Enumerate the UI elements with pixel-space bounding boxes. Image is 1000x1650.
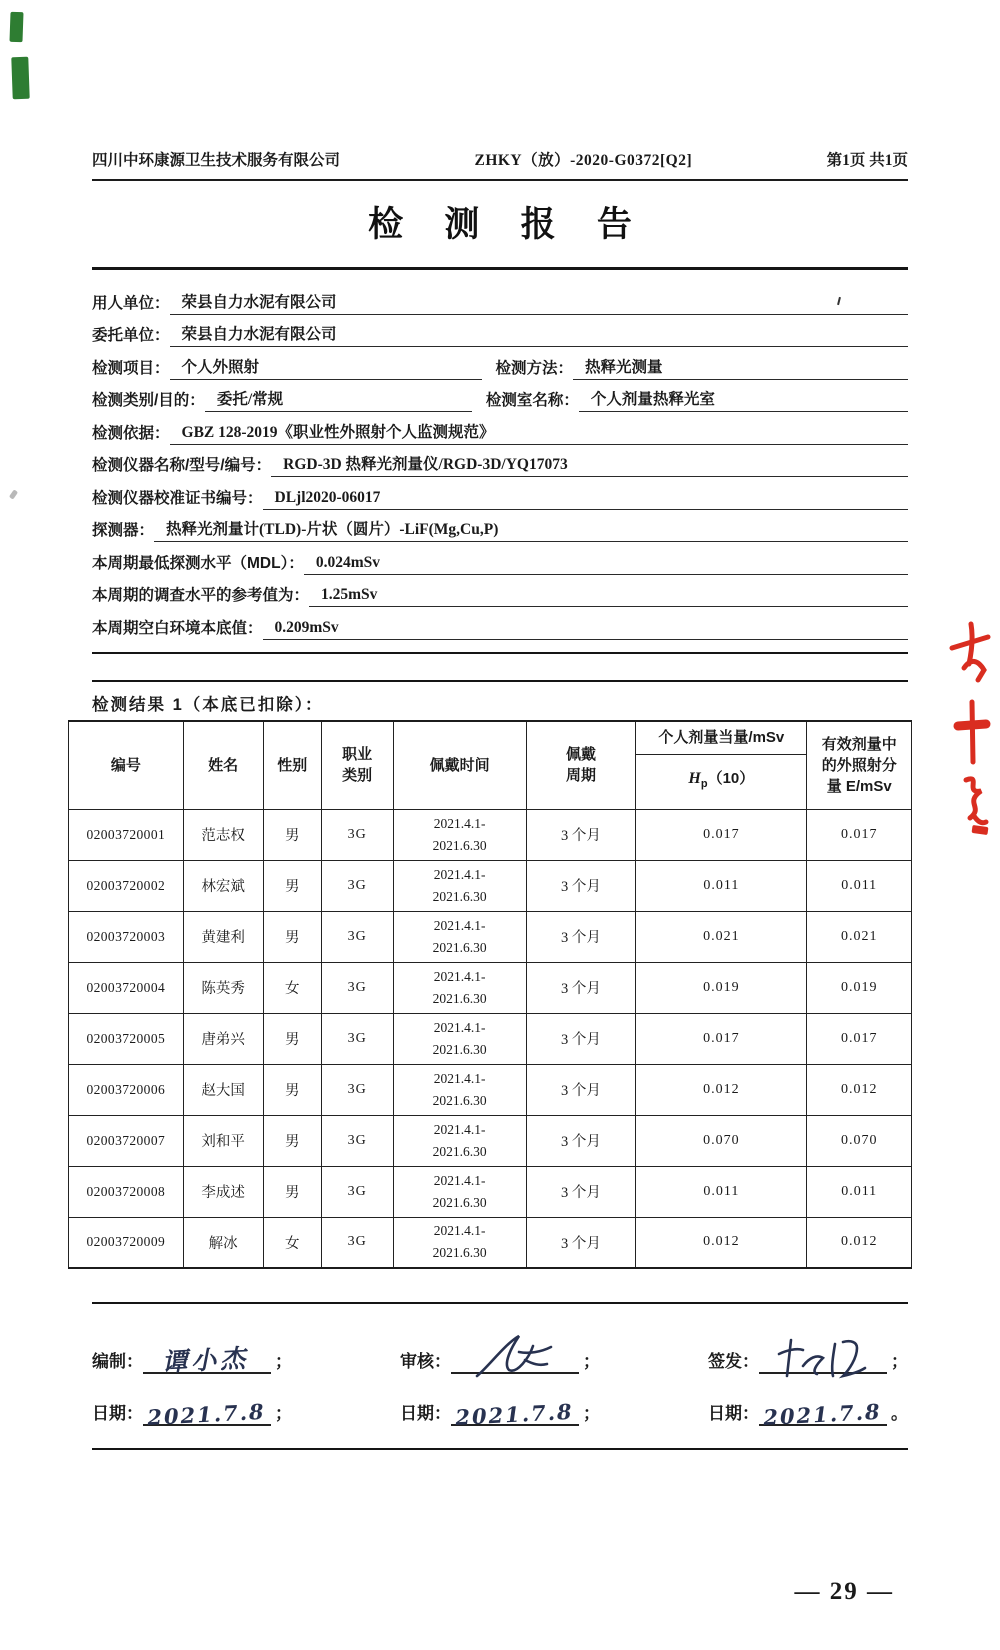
table-row <box>69 809 912 860</box>
cell-sex: 男 <box>263 809 321 860</box>
report-fields <box>92 282 908 640</box>
cell-cycle: 3 个月 <box>526 911 636 962</box>
cell-id: 02003720009 <box>69 1217 184 1268</box>
cell-id: 02003720005 <box>69 1013 184 1064</box>
detector-label: 探测器： <box>92 522 155 539</box>
field-mdl <box>92 542 908 575</box>
employer-value: 荣县自力水泥有限公司 <box>170 290 908 315</box>
cell-job: 3G <box>321 1064 393 1115</box>
signoff-row-dates <box>92 1388 908 1430</box>
col-header-period: 佩戴时间 <box>393 721 526 810</box>
separator: ； <box>583 1404 600 1423</box>
cert-value: DLjl2020-06017 <box>263 489 908 510</box>
cell-cycle: 3 个月 <box>526 860 636 911</box>
cell-id: 02003720007 <box>69 1115 184 1166</box>
basis-label: 检测依据： <box>92 424 170 442</box>
maker-label: 编制： <box>92 1352 143 1371</box>
cell-hp: 0.021 <box>636 911 807 962</box>
cell-sex: 男 <box>263 1064 321 1115</box>
section-divider-light <box>92 680 908 682</box>
table-row <box>69 1115 912 1166</box>
separator: ； <box>583 1352 600 1371</box>
issuer-date-block <box>708 1398 908 1430</box>
table-header-row-1 <box>69 721 912 755</box>
results-table <box>68 720 912 1270</box>
cell-cycle: 3 个月 <box>526 1217 636 1268</box>
field-background <box>92 607 908 640</box>
method-value: 热释光测量 <box>573 355 908 380</box>
field-instrument <box>92 445 908 478</box>
cell-id: 02003720008 <box>69 1166 184 1217</box>
cell-job: 3G <box>321 1166 393 1217</box>
cell-hp: 0.017 <box>636 809 807 860</box>
cell-hp: 0.070 <box>636 1115 807 1166</box>
col-header-cycle: 佩戴周期 <box>526 721 636 810</box>
type-value: 委托/常规 <box>205 387 472 412</box>
green-scan-mark-top <box>9 12 23 42</box>
table-row <box>69 860 912 911</box>
cell-job: 3G <box>321 860 393 911</box>
signoff-divider-bottom <box>92 1448 908 1450</box>
cell-hp: 0.012 <box>636 1064 807 1115</box>
maker-date-block <box>92 1398 292 1430</box>
cell-sex: 男 <box>263 860 321 911</box>
cell-cycle: 3 个月 <box>526 809 636 860</box>
cell-e: 0.017 <box>807 809 912 860</box>
cert-label: 检测仪器校准证书编号： <box>92 489 263 507</box>
field-employer <box>92 282 908 315</box>
item-label: 检测项目： <box>92 359 170 377</box>
table-row <box>69 1217 912 1268</box>
cell-job: 3G <box>321 1217 393 1268</box>
cell-id: 02003720001 <box>69 809 184 860</box>
client-label: 委托单位： <box>92 327 170 344</box>
cell-name: 唐弟兴 <box>183 1013 263 1064</box>
cell-e: 0.019 <box>807 962 912 1013</box>
cell-e: 0.070 <box>807 1115 912 1166</box>
cell-sex: 男 <box>263 1166 321 1217</box>
cell-period: 2021.4.1- 2021.6.30 <box>393 1013 526 1064</box>
field-item-method <box>92 347 908 380</box>
section-divider-heavy <box>92 652 908 655</box>
terminator: 。 <box>891 1404 908 1423</box>
page-number: — 29 — <box>794 1578 894 1605</box>
cell-sex: 女 <box>263 962 321 1013</box>
col-header-effective-dose: 有效剂量中 的外照射分 量 E/mSv <box>807 721 912 810</box>
cell-cycle: 3 个月 <box>526 1013 636 1064</box>
cell-hp: 0.017 <box>636 1013 807 1064</box>
col-header-sex: 性别 <box>263 721 321 810</box>
field-detector <box>92 510 908 543</box>
signoff-divider-top <box>92 1302 908 1304</box>
cell-cycle: 3 个月 <box>526 1064 636 1115</box>
scan-speck <box>9 489 18 499</box>
issuer-signature-scribble <box>773 1332 873 1384</box>
red-margin-annotation <box>944 610 996 838</box>
cell-name: 黄建利 <box>183 911 263 962</box>
table-row <box>69 1013 912 1064</box>
reviewer-date-label: 日期： <box>400 1404 451 1423</box>
cell-period: 2021.4.1- 2021.6.30 <box>393 1115 526 1166</box>
col-header-id: 编号 <box>69 721 184 810</box>
survey-value: 1.25mSv <box>309 586 908 607</box>
field-type-lab <box>92 380 908 413</box>
cell-id: 02003720002 <box>69 860 184 911</box>
separator: ； <box>275 1404 292 1423</box>
reviewer-signature-line <box>451 1332 579 1374</box>
green-scan-mark-bottom <box>11 57 29 100</box>
cell-job: 3G <box>321 1115 393 1166</box>
cell-name: 范志权 <box>183 809 263 860</box>
instrument-value: RGD-3D 热释光剂量仪/RGD-3D/YQ17073 <box>271 452 908 477</box>
cell-name: 赵大国 <box>183 1064 263 1115</box>
cell-e: 0.011 <box>807 860 912 911</box>
field-client <box>92 315 908 348</box>
cell-e: 0.021 <box>807 911 912 962</box>
cell-period: 2021.4.1- 2021.6.30 <box>393 860 526 911</box>
cell-period: 2021.4.1- 2021.6.30 <box>393 1217 526 1268</box>
type-label: 检测类别/目的： <box>92 392 205 409</box>
cell-name: 陈英秀 <box>183 962 263 1013</box>
cell-cycle: 3 个月 <box>526 1166 636 1217</box>
page-info: 第1页 共1页 <box>826 152 908 169</box>
cell-job: 3G <box>321 809 393 860</box>
cell-id: 02003720003 <box>69 911 184 962</box>
lab-label: 检测室名称： <box>485 392 579 409</box>
table-row <box>69 962 912 1013</box>
cell-e: 0.011 <box>807 1166 912 1217</box>
cell-sex: 女 <box>263 1217 321 1268</box>
cell-cycle: 3 个月 <box>526 1115 636 1166</box>
cell-cycle: 3 个月 <box>526 962 636 1013</box>
maker-date-label: 日期： <box>92 1404 143 1423</box>
lab-value: 个人剂量热释光室 <box>579 387 908 412</box>
maker-signature-line <box>143 1343 271 1378</box>
report-title: 检 测 报 告 <box>368 205 648 244</box>
maker-date: 2021.7.8 <box>146 1398 266 1430</box>
issuer-signature-line <box>759 1332 887 1374</box>
maker-signature-block <box>92 1343 292 1378</box>
cell-job: 3G <box>321 911 393 962</box>
cell-id: 02003720006 <box>69 1064 184 1115</box>
reviewer-date-block <box>400 1398 600 1430</box>
cell-period: 2021.4.1- 2021.6.30 <box>393 962 526 1013</box>
company-name: 四川中环康源卫生技术服务有限公司 <box>92 152 341 169</box>
reviewer-signature-scribble <box>467 1332 563 1384</box>
separator: ； <box>891 1352 908 1371</box>
reviewer-signature-block <box>400 1332 600 1374</box>
cell-sex: 男 <box>263 911 321 962</box>
col-header-job: 职业类别 <box>321 721 393 810</box>
mdl-value: 0.024mSv <box>304 554 908 575</box>
cell-job: 3G <box>321 962 393 1013</box>
reviewer-date: 2021.7.8 <box>454 1398 574 1430</box>
title-divider <box>92 267 908 270</box>
issuer-signature-block <box>708 1332 908 1374</box>
maker-date-line <box>143 1398 271 1430</box>
cell-hp: 0.011 <box>636 860 807 911</box>
survey-label: 本周期的调查水平的参考值为： <box>92 587 310 604</box>
cell-period: 2021.4.1- 2021.6.30 <box>393 1166 526 1217</box>
report-header <box>92 148 908 181</box>
cell-sex: 男 <box>263 1013 321 1064</box>
col-header-name: 姓名 <box>183 721 263 810</box>
results-section-title: 检测结果 1（本底已扣除）： <box>92 695 324 714</box>
issuer-date-label: 日期： <box>708 1404 759 1423</box>
cell-hp: 0.012 <box>636 1217 807 1268</box>
cell-period: 2021.4.1- 2021.6.30 <box>393 809 526 860</box>
background-label: 本周期空白环境本底值： <box>92 619 263 637</box>
cell-hp: 0.011 <box>636 1166 807 1217</box>
col-header-hp10: $H_p(10)$ <box>636 754 807 809</box>
issuer-date-line <box>759 1398 887 1430</box>
basis-value: GBZ 128-2019《职业性外照射个人监测规范》 <box>170 420 908 445</box>
signoff-row-names <box>92 1328 908 1378</box>
mdl-label: 本周期最低探测水平（MDL）： <box>92 554 304 572</box>
cell-id: 02003720004 <box>69 962 184 1013</box>
maker-signature: 谭小杰 <box>161 1343 251 1378</box>
cell-name: 解冰 <box>183 1217 263 1268</box>
field-calibration-cert <box>92 477 908 510</box>
col-header-dose-group: 个人剂量当量/mSv <box>636 721 807 755</box>
instrument-label: 检测仪器名称/型号/编号： <box>92 457 272 474</box>
method-label: 检测方法： <box>495 359 574 377</box>
cell-name: 刘和平 <box>183 1115 263 1166</box>
field-survey-level <box>92 575 908 608</box>
cell-name: 林宏斌 <box>183 860 263 911</box>
cell-e: 0.012 <box>807 1064 912 1115</box>
cell-e: 0.017 <box>807 1013 912 1064</box>
cell-e: 0.012 <box>807 1217 912 1268</box>
cell-period: 2021.4.1- 2021.6.30 <box>393 1064 526 1115</box>
cell-hp: 0.019 <box>636 962 807 1013</box>
background-value: 0.209mSv <box>263 619 908 640</box>
issuer-date: 2021.7.8 <box>762 1398 882 1430</box>
reviewer-date-line <box>451 1398 579 1430</box>
cell-name: 李成述 <box>183 1166 263 1217</box>
cell-job: 3G <box>321 1013 393 1064</box>
employer-label: 用人单位： <box>92 294 170 312</box>
cell-period: 2021.4.1- 2021.6.30 <box>393 911 526 962</box>
detector-value: 热释光剂量计(TLD)-片状（圆片）-LiF(Mg,Cu,P) <box>154 517 908 542</box>
client-value: 荣县自力水泥有限公司 <box>170 322 908 347</box>
field-basis <box>92 412 908 445</box>
table-row <box>69 1166 912 1217</box>
table-row <box>69 911 912 962</box>
document-number: ZHKY（放）-2020-G0372[Q2] <box>474 152 693 169</box>
item-value: 个人外照射 <box>170 355 482 380</box>
table-row <box>69 1064 912 1115</box>
cell-sex: 男 <box>263 1115 321 1166</box>
reviewer-label: 审核： <box>400 1352 451 1371</box>
issuer-label: 签发： <box>708 1352 759 1371</box>
separator: ； <box>275 1352 292 1371</box>
